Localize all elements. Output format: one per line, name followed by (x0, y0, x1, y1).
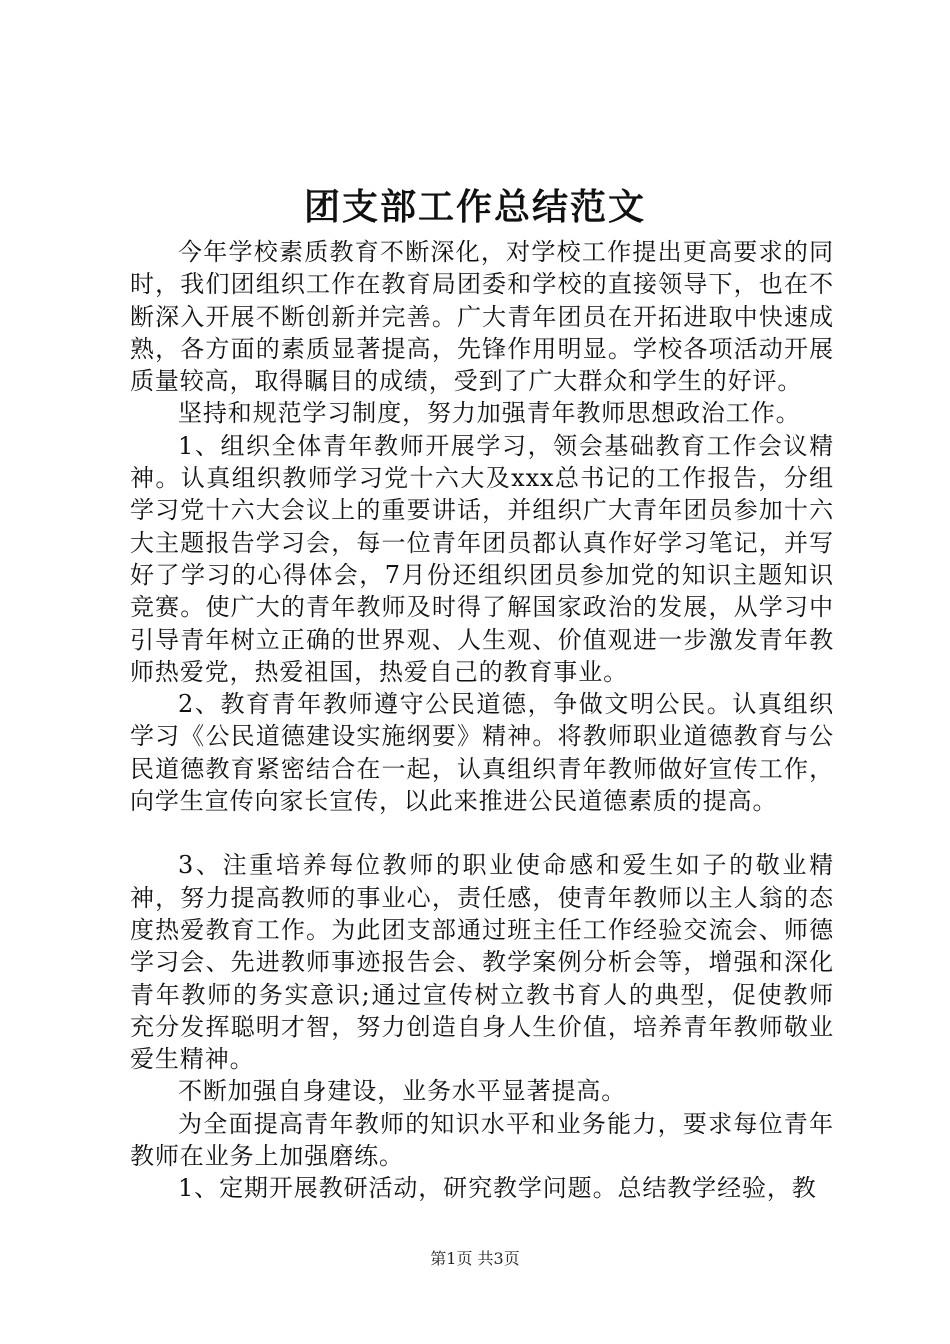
paragraph-heading-study: 坚持和规范学习制度，努力加强青年教师思想政治工作。 (178, 399, 801, 428)
paragraph-heading-skills: 不断加强自身建设，业务水平显著提高。 (178, 1077, 627, 1106)
paragraph-skills-intro: 为全面提高青年教师的知识水平和业务能力，要求每位青年教师在业务上加强磨练。 (130, 1109, 834, 1171)
document-body (130, 236, 834, 1205)
paragraph-skills-item-1: 1、定期开展教研活动，研究教学问题。总结教学经验，教 (178, 1174, 817, 1203)
page-title: 团支部工作总结范文 (303, 186, 646, 228)
paragraph-item-1: 1、组织全体青年教师开展学习，领会基础教育工作会议精神。认真组织教师学习党十六大及xxx总书记的工作报告，分组学习党十六大会议上的重要讲话，并组织广大青年团员参加十六大主题报告学习会，每一位青年团员都认真作好学习笔记，并写好了学习的心得体会，7月份还组织团员参加党的知识主题知识竞赛。使广大的青年教师及时得了解国家政治的发展，从学习中引导青年树立正确的世界观、人生观、价值观进一步激发青年教师热爱党，热爱祖国，热爱自己的教育事业。 (130, 431, 834, 686)
page-number-footer: 第1页 共3页 (430, 1249, 520, 1268)
paragraph-intro: 今年学校素质教育不断深化，对学校工作提出更高要求的同时，我们团组织工作在教育局团委和学校的直接领导下，也在不断深入开展不断创新并完善。广大青年团员在开拓进取中快速成熟，各方面的素质显著提高，先锋作用明显。学校各项活动开展质量较高，取得瞩目的成绩，受到了广大群众和学生的好评。 (130, 238, 834, 396)
paragraph-item-2: 2、教育青年教师遵守公民道德，争做文明公民。认真组织学习《公民道德建设实施纲要》精神。将教师职业道德教育与公民道德教育紧密结合在一起，认真组织青年教师做好宣传工作，向学生宣传向家长宣传，以此来推进公民道德素质的提高。 (130, 690, 834, 816)
paragraph-item-3: 3、注重培养每位教师的职业使命感和爱生如子的敬业精神，努力提高教师的事业心，责任感，使青年教师以主人翁的态度热爱教育工作。为此团支部通过班主任工作经验交流会、师德学习会、先进教师事迹报告会、教学案例分析会等，增强和深化青年教师的务实意识;通过宣传树立教书育人的典型，促使教师充分发挥聪明才智，努力创造自身人生价值，培养青年教师敬业爱生精神。 (130, 851, 834, 1074)
